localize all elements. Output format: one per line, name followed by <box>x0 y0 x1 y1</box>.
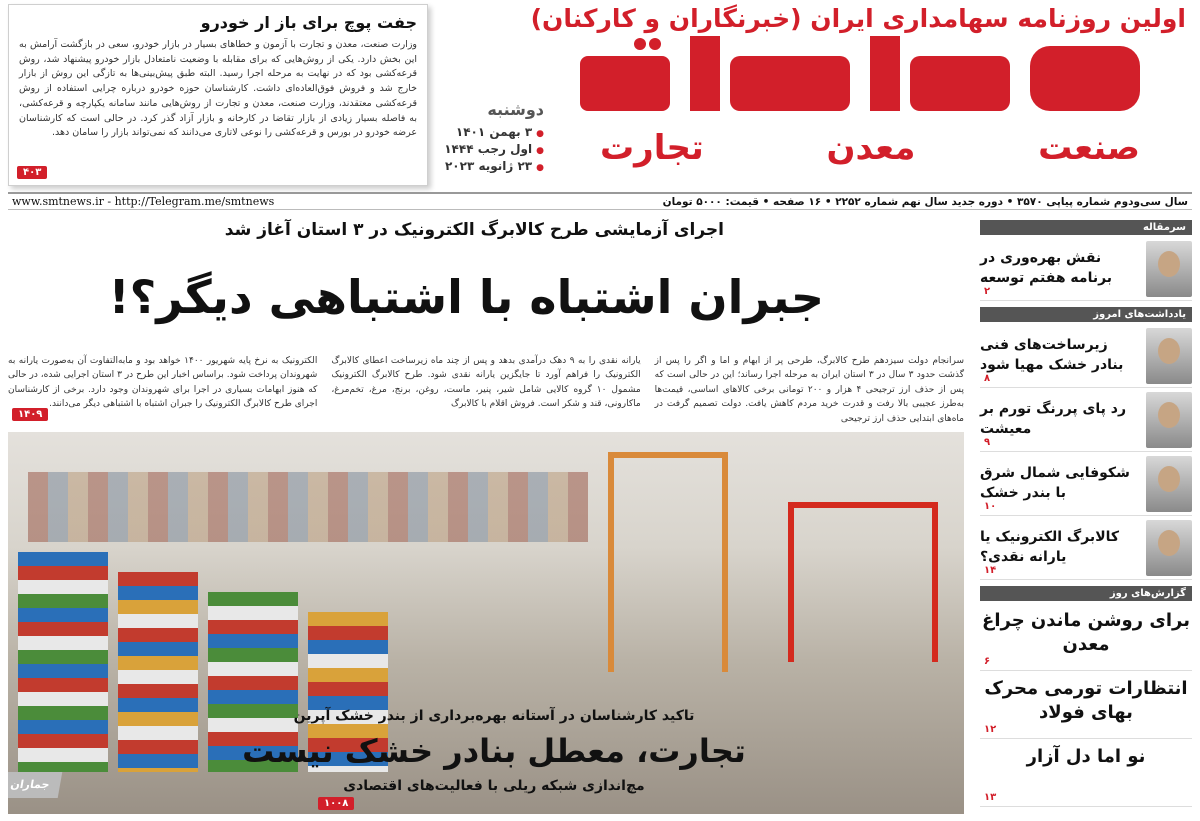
list-item[interactable] <box>980 388 1192 452</box>
headline-kicker: اجرای آزمایشی طرح کالابرگ الکترونیک در ۳ استان آغاز شد <box>224 220 724 240</box>
list-item[interactable] <box>980 671 1192 739</box>
page-badge: ۱۴۰۹ <box>12 408 48 421</box>
author-photo-icon <box>1146 241 1192 297</box>
teaser-body: وزارت صنعت، معدن و تجارت با آزمون و خطاهای بسیار در بازار خودرو، سعی در بازگشت آرامش به این بخش دارد. یکی از روش‌هایی که برای مقابله با وضعیت نامتعادل بازار خودرو پیشنهاد شد، روش قرعه‌کشی بود که در نهایت به مرحله اجرا رسید. البته طبق پیش‌بینی‌ها به تازگی این روش از بازار خارج شد و فروش فوق‌العاده‌ای داشت. کارشناسان حوزه خودرو درباره چرایی استفاده از روش قرعه‌کشی معتقدند، وزارت صنعت، معدن و تجارت از روش‌هایی مانند سامانه یکپارچه و قرعه‌کشی، به فاصله بسیار زیادی از بازار تقاضا در کارخانه و بازار آزاد گذر کرد. در حالی است که کارشناسان عرضه خودرو در بورس و قرعه‌کشی را نوعی لاتاری می‌دانند که نمی‌تواند بازار را سامان دهد. <box>19 39 417 139</box>
logo-word: معدن <box>826 128 916 168</box>
date-line: ● ۲۳ ژانویه ۲۰۲۳ <box>424 159 544 173</box>
page-number: ۱۲ <box>984 723 997 735</box>
item-title: نقش بهره‌وری در برنامه هفتم توسعه <box>980 249 1113 286</box>
date-line: ● ۳ بهمن ۱۴۰۱ <box>424 125 544 139</box>
page-number: ۲ <box>984 286 991 297</box>
logo-word: تجارت <box>600 128 704 168</box>
main-story <box>8 214 964 814</box>
item-title: زیرساخت‌های فنی بنادر خشک مهیا شود <box>980 336 1124 373</box>
list-item[interactable] <box>980 452 1192 516</box>
container-stack <box>118 572 198 772</box>
date-line: ● اول رجب ۱۴۴۴ <box>424 142 544 156</box>
page-number: ۶ <box>984 655 991 667</box>
author-photo-icon <box>1146 392 1192 448</box>
list-item[interactable] <box>980 237 1192 301</box>
lead-column: الکترونیک به نرخ پایه شهریور ۱۴۰۰ خواهد بود و مابه‌التفاوت آن به‌صورت یارانه به شهروندان پرداخت شود. براساس اخبار این طرح در ۳ استان اجرایی شده، در حالی که هنوز ابهامات بسیاری در اجرا برای شهروندان وجود دارد. برخی از کارشناسان اجرای طرح کالابرگ الکترونیک را جبران اشتباه با اشتباهی دیگر می‌دانند. <box>8 356 318 410</box>
caption-title: تجارت، معطل بنادر خشک نیست <box>242 732 746 770</box>
item-title: رد پای پررنگ تورم بر معیشت <box>980 400 1127 437</box>
item-title: شکوفایی شمال شرق با بندر خشک <box>980 464 1130 501</box>
author-photo-icon <box>1146 520 1192 576</box>
logo-icon <box>580 36 1140 126</box>
list-item[interactable] <box>980 516 1192 580</box>
section-label: یادداشت‌های امروز <box>980 307 1192 322</box>
caption-sub: مچ‌اندازی شبکه ریلی با فعالیت‌های اقتصادی <box>343 778 645 794</box>
section-label: سرمقاله <box>980 220 1192 235</box>
gantry-crane-icon <box>608 452 728 672</box>
item-title: نو اما دل آزار <box>1026 746 1146 767</box>
port-photo <box>8 432 964 814</box>
photo-caption[interactable] <box>234 708 754 794</box>
weekday: دوشنبه <box>487 100 544 119</box>
author-photo-icon <box>1146 456 1192 512</box>
list-item[interactable] <box>980 324 1192 388</box>
page-number: ۱۰ <box>984 501 997 512</box>
logo-word: صنعت <box>1038 128 1140 168</box>
lead-column: سرانجام دولت سیزدهم طرح کالابرگ، طرحی پر از ابهام و اما و اگر را پس از گذشت حدود ۳ سال در ۳ استان ایران به مرحله اجرا رساند؛ این در حالی است که پس از حذف ارز ترجیحی ۴ هزار و ۲۰۰ تومانی برخی کالاهای اساسی، قیمت‌ها به‌طرز عجیبی بالا رفت و قدرت خرید مردم کاهش یافت. دولت تصمیم گرفت در ماه‌های ابتدایی حذف ارز ترجیحی <box>654 356 964 424</box>
boxed-teaser[interactable] <box>8 4 428 186</box>
container-stack <box>18 552 108 772</box>
item-title: کالابرگ الکترونیک یا یارانه نقدی؟ <box>980 528 1120 565</box>
item-title: انتظارات تورمی محرک بهای فولاد <box>984 678 1188 724</box>
tagline: اولین روزنامه سهامداری ایران (خبرنگاران و کارکنان) <box>530 4 1186 33</box>
page-title[interactable]: جبران اشتباه با اشتباهی دیگر؟! <box>108 270 824 324</box>
caption-kicker: تاکید کارشناسان در آستانه بهره‌برداری از بندر خشک آپرین <box>293 708 695 724</box>
masthead <box>430 0 1200 188</box>
lead-column: یارانه نقدی را به ۹ دهک درآمدی بدهد و پس از چند ماه زیرساخت اعطای کالابرگ الکترونیک را فراهم آورد تا جایگزین یارانه نقدی شود. طرح کالابرگ الکترونیک مشمول ۱۰ گروه کالایی شامل شیر، پنیر، ماست، روغن، برنج، مرغ، تخم‌مرغ، ماکارونی، قند و شکر است. فروش اقلام با کالابرگ <box>331 356 641 410</box>
page-number: ۸ <box>984 373 991 384</box>
list-item[interactable] <box>980 603 1192 671</box>
issue-info: سال سی‌ودوم شماره پیاپی ۳۵۷۰ • دوره جدید سال نهم شماره ۲۲۵۲ • ۱۶ صفحه • قیمت: ۵۰۰۰ تومان <box>662 195 1188 208</box>
logo-words <box>600 128 1140 168</box>
gantry-crane-icon <box>788 502 938 662</box>
author-photo-icon <box>1146 328 1192 384</box>
container-rows <box>28 472 588 542</box>
teaser-title: جفت پوچ برای باز ار خودرو <box>200 13 417 32</box>
page-badge: ۴۰۳ <box>17 166 47 179</box>
page-number: ۱۳ <box>984 791 997 803</box>
watermark-logo: جماران <box>8 772 62 798</box>
section-label: گزارش‌های روز <box>980 586 1192 601</box>
item-title: برای روشن ماندن چراغ معدن <box>982 610 1190 656</box>
site-urls[interactable]: www.smtnews.ir - http://Telegram.me/smtnews <box>12 195 275 208</box>
page-badge: ۱۰۰۸ <box>318 797 354 810</box>
list-item[interactable] <box>980 739 1192 807</box>
info-bar <box>8 192 1192 210</box>
page-number: ۹ <box>984 437 991 448</box>
lead-text <box>8 354 964 426</box>
page-number: ۱۴ <box>984 565 997 576</box>
date-box <box>424 100 544 176</box>
sidebar <box>980 220 1192 814</box>
